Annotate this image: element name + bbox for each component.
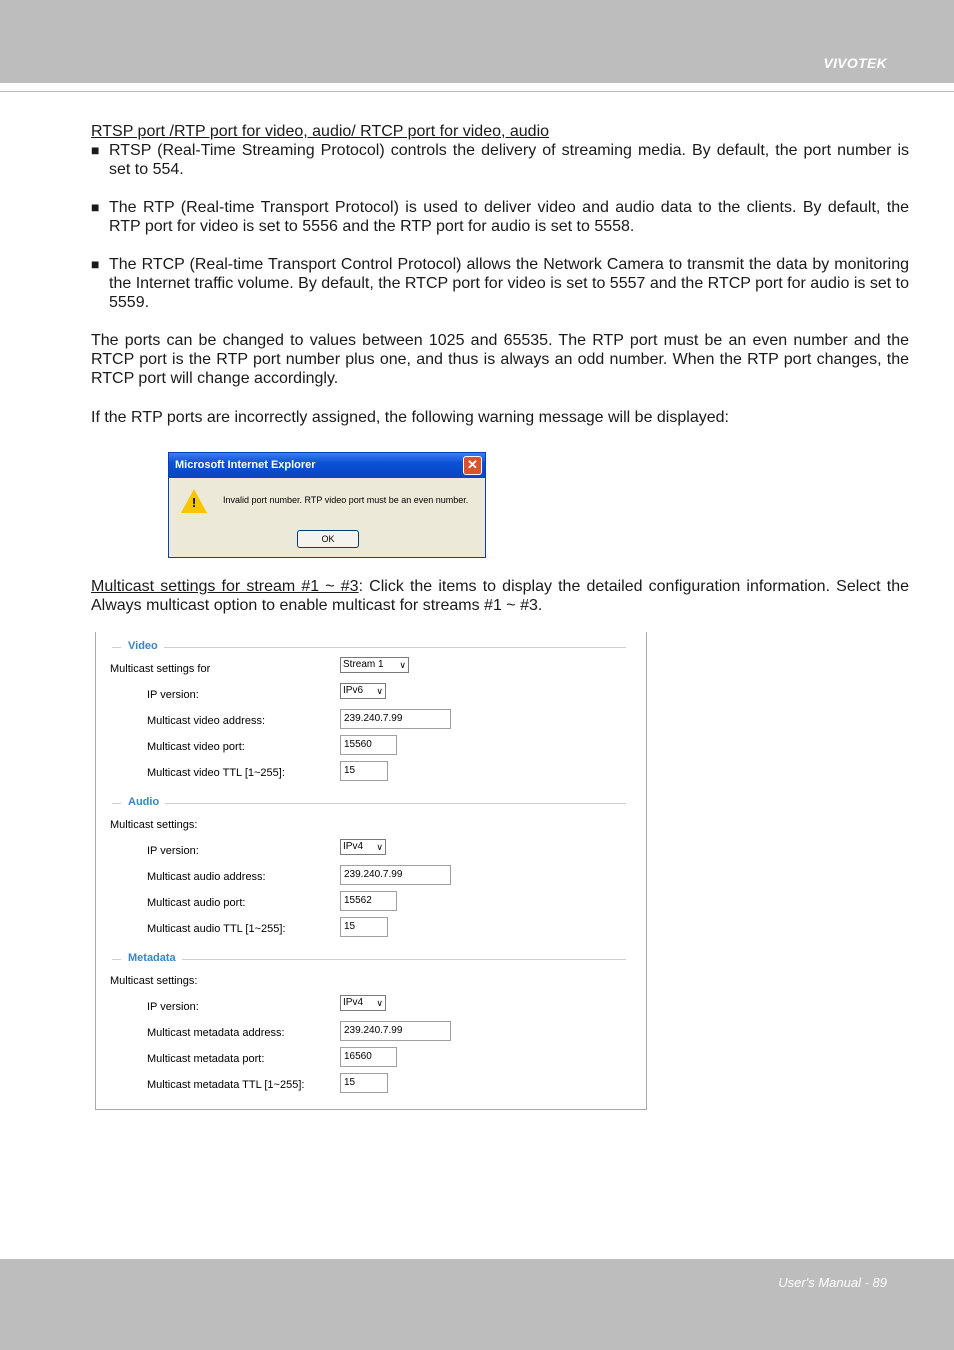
audio-ip-label: IP version: [147,845,199,857]
video-section-header [112,640,626,654]
metadata-port-label: Multicast metadata port: [147,1053,265,1065]
bullet-rtcp [91,255,909,312]
audio-section-header [112,796,626,810]
metadata-settings-label: Multicast settings: [110,975,198,987]
video-port-input[interactable]: 15560 [340,735,397,755]
metadata-port-input[interactable]: 16560 [340,1047,397,1067]
audio-address-label: Multicast audio address: [147,871,266,883]
chevron-down-icon: ∨ [376,998,383,1008]
multicast-paragraph [91,577,909,615]
metadata-ip-label: IP version: [147,1001,199,1013]
bullet-rtp [91,198,909,236]
metadata-section-title: Metadata [128,952,182,964]
warning-dialog [168,452,486,558]
header-divider [0,91,954,92]
video-address-label: Multicast video address: [147,715,265,727]
metadata-section-header [112,952,626,966]
dialog-message: Invalid port number. RTP video port must be an even number. [223,495,469,505]
chevron-down-icon: ∨ [399,660,406,670]
video-port-label: Multicast video port: [147,741,245,753]
ok-button[interactable]: OK [297,530,359,548]
page-footer [0,1259,954,1350]
audio-settings-label: Multicast settings: [110,819,198,831]
video-settings-label: Multicast settings for [110,663,211,675]
body-content [91,122,909,427]
dialog-title: Microsoft Internet Explorer [175,459,316,471]
chevron-down-icon: ∨ [376,686,383,696]
audio-address-input[interactable]: 239.240.7.99 [340,865,451,885]
audio-ip-value: IPv4 [343,841,364,852]
audio-section-title: Audio [128,796,165,808]
video-ttl-label: Multicast video TTL [1~255]: [147,767,285,779]
stream-select-value: Stream 1 [343,659,384,670]
audio-port-input[interactable]: 15562 [340,891,397,911]
metadata-ttl-input[interactable]: 15 [340,1073,388,1093]
audio-ip-select[interactable] [340,839,386,855]
video-ip-value: IPv6 [343,685,364,696]
video-ip-label: IP version: [147,689,199,701]
page-header [0,0,954,83]
chevron-down-icon: ∨ [376,842,383,852]
audio-port-label: Multicast audio port: [147,897,246,909]
stream-select[interactable] [340,657,409,673]
video-section-title: Video [128,640,164,652]
dialog-title-bar [169,453,485,478]
multicast-description: : Click the items to display the detailed configuration information. Select the Always multicast option to enable multicast for streams #1 ~ #3. [91,578,909,614]
multicast-link[interactable]: Multicast settings for stream #1 ~ #3 [91,578,359,595]
section-heading-ports: RTSP port /RTP port for video, audio/ RTCP port for video, audio [91,123,550,140]
page-number: User's Manual - 89 [778,1275,887,1290]
metadata-ttl-label: Multicast metadata TTL [1~255]: [147,1079,305,1091]
metadata-ip-value: IPv4 [343,997,364,1008]
paragraph-port-range: The ports can be changed to values between 1025 and 65535. The RTP port must be an even number and the RTCP port is the RTP port number plus one, and thus is always an odd number. When the RTP port changes, the RTCP port will change accordingly. [91,332,909,387]
bullet-marker: ■ [91,142,100,158]
paragraph-warning-intro: If the RTP ports are incorrectly assigned, the following warning message will be displayed: [91,409,729,426]
metadata-address-input[interactable]: 239.240.7.99 [340,1021,451,1041]
metadata-ip-select[interactable] [340,995,386,1011]
bullet-rtsp [91,141,909,179]
audio-ttl-input[interactable]: 15 [340,917,388,937]
bullet-marker: ■ [91,256,100,272]
video-ip-select[interactable] [340,683,386,699]
bullet-text: The RTP (Real-time Transport Protocol) is used to deliver video and audio data to the clients. By default, the RTP port for video is set to 5556 and the RTP port for audio is set to 5558. [109,199,909,235]
brand-logo-text: VIVOTEK [823,55,887,71]
metadata-address-label: Multicast metadata address: [147,1027,285,1039]
bullet-text: The RTCP (Real-time Transport Control Protocol) allows the Network Camera to transmit the data by monitoring the Internet traffic volume. By default, the RTCP port for video is set to 5557 and the RTCP port for audio is set to 5559. [109,256,909,311]
close-icon[interactable]: ✕ [463,456,482,475]
bullet-marker: ■ [91,199,100,215]
audio-ttl-label: Multicast audio TTL [1~255]: [147,923,286,935]
video-address-input[interactable]: 239.240.7.99 [340,709,451,729]
multicast-settings-panel [95,632,647,1110]
warning-icon-mark: ! [191,495,197,510]
video-ttl-input[interactable]: 15 [340,761,388,781]
bullet-text: RTSP (Real-Time Streaming Protocol) controls the delivery of streaming media. By default, the port number is set to 554. [109,142,909,178]
